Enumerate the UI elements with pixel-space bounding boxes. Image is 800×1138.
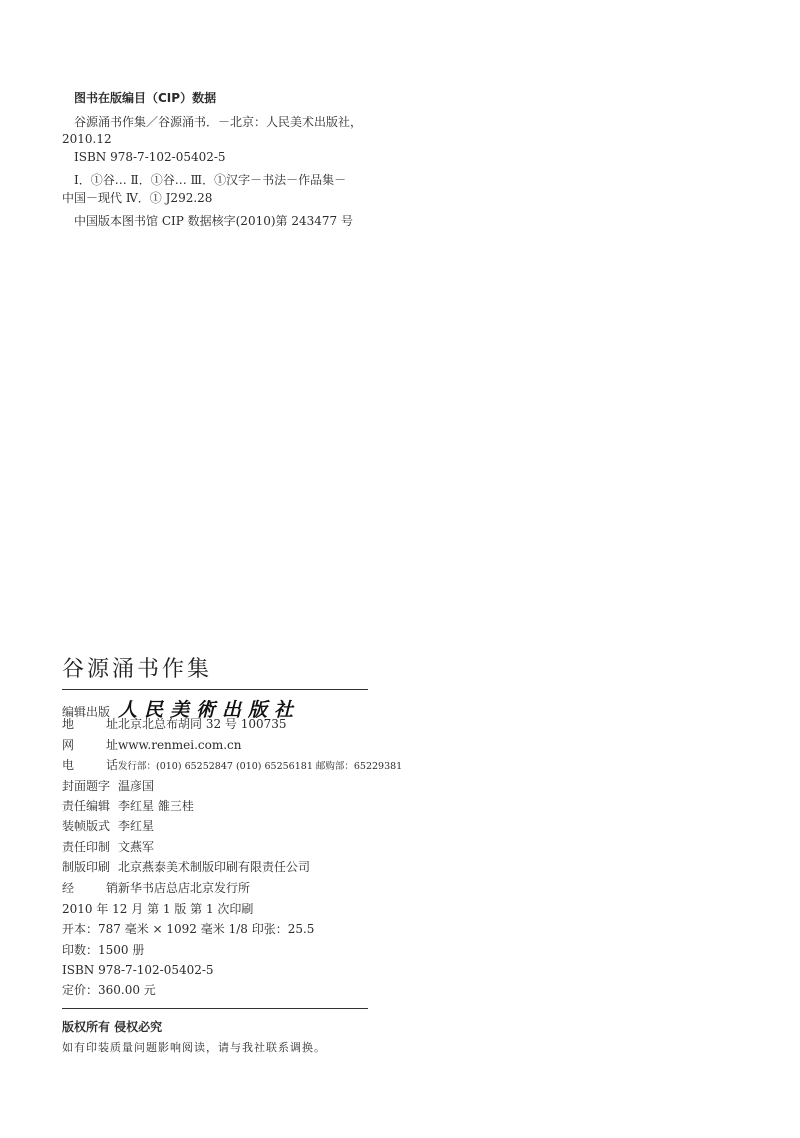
row-printer bbox=[62, 858, 368, 878]
imprint-block bbox=[62, 652, 403, 1055]
row-label: 网 址 bbox=[62, 737, 118, 752]
copyright-notice: 版权所有 侵权必究 bbox=[62, 1019, 163, 1034]
book-title: 谷源涌书作集 bbox=[62, 657, 213, 682]
row-label: 装帧版式 bbox=[62, 819, 111, 834]
row-publisher bbox=[62, 695, 368, 721]
row-print-manager bbox=[62, 838, 368, 858]
publisher-logo: 人民美術出版社 bbox=[118, 699, 301, 721]
cip-line-title: 谷源涌书作集／谷源涌书．－北京：人民美术出版社， bbox=[74, 114, 363, 129]
cip-classification-1: Ⅰ．①谷… Ⅱ．①谷… Ⅲ．①汉字－书法－作品集－ bbox=[74, 173, 347, 187]
row-value: 新华书店总店北京发行所 bbox=[118, 880, 251, 895]
row-label: 责任印制 bbox=[62, 839, 111, 854]
row-label: 经 销 bbox=[62, 880, 118, 895]
row-address bbox=[62, 715, 368, 735]
row-cover-calligraphy bbox=[62, 777, 368, 797]
row-label: 地 址 bbox=[62, 717, 118, 732]
edition-line: 2010 年 12 月 第 1 版 第 1 次印刷 bbox=[62, 901, 254, 916]
row-value: 发行部：(010) 65252847 (010) 65256181 邮购部：65229381 bbox=[118, 761, 403, 773]
cip-line-date: 2010.12 bbox=[62, 132, 112, 146]
row-value: 温彦国 bbox=[118, 778, 155, 793]
imprint-details bbox=[62, 695, 403, 1001]
bottom-divider bbox=[62, 1008, 368, 1009]
top-divider bbox=[62, 689, 368, 690]
row-label: 制版印刷 bbox=[62, 860, 111, 875]
row-label: 责任编辑 bbox=[62, 798, 111, 813]
cip-classification-2: 中国－现代 Ⅳ．① J292.28 bbox=[62, 190, 213, 205]
cip-isbn: ISBN 978-7-102-05402-5 bbox=[74, 149, 226, 164]
row-value: 北京北总布胡同 32 号 100735 bbox=[118, 717, 287, 732]
row-phone bbox=[62, 756, 403, 776]
cip-record-number: 中国版本图书馆 CIP 数据核字(2010)第 243477 号 bbox=[74, 214, 353, 228]
row-label: 电 话 bbox=[62, 758, 118, 773]
row-value: 北京燕泰美术制版印刷有限责任公司 bbox=[118, 860, 311, 875]
row-value: 李红星 bbox=[118, 819, 155, 834]
row-layout bbox=[62, 817, 368, 837]
row-value: 文燕军 bbox=[118, 839, 155, 854]
replacement-notice: 如有印装质量问题影响阅读，请与我社联系调换。 bbox=[62, 1040, 326, 1054]
row-website bbox=[62, 736, 368, 756]
row-value: www.renmei.com.cn bbox=[118, 737, 242, 752]
print-run-line: 印数：1500 册 bbox=[62, 942, 145, 957]
format-line: 开本：787 毫米 × 1092 毫米 1/8 印张：25.5 bbox=[62, 922, 315, 937]
row-value: 李红星 雒三桂 bbox=[118, 798, 194, 813]
row-distributor bbox=[62, 879, 368, 899]
row-editor bbox=[62, 797, 368, 817]
isbn-line: ISBN 978-7-102-05402-5 bbox=[62, 963, 214, 978]
cip-block bbox=[62, 90, 382, 231]
cip-heading: 图书在版编目（CIP）数据 bbox=[74, 91, 217, 105]
price-line: 定价：360.00 元 bbox=[62, 983, 156, 998]
row-label: 封面题字 bbox=[62, 778, 111, 793]
row-label: 编辑出版 bbox=[62, 705, 111, 719]
